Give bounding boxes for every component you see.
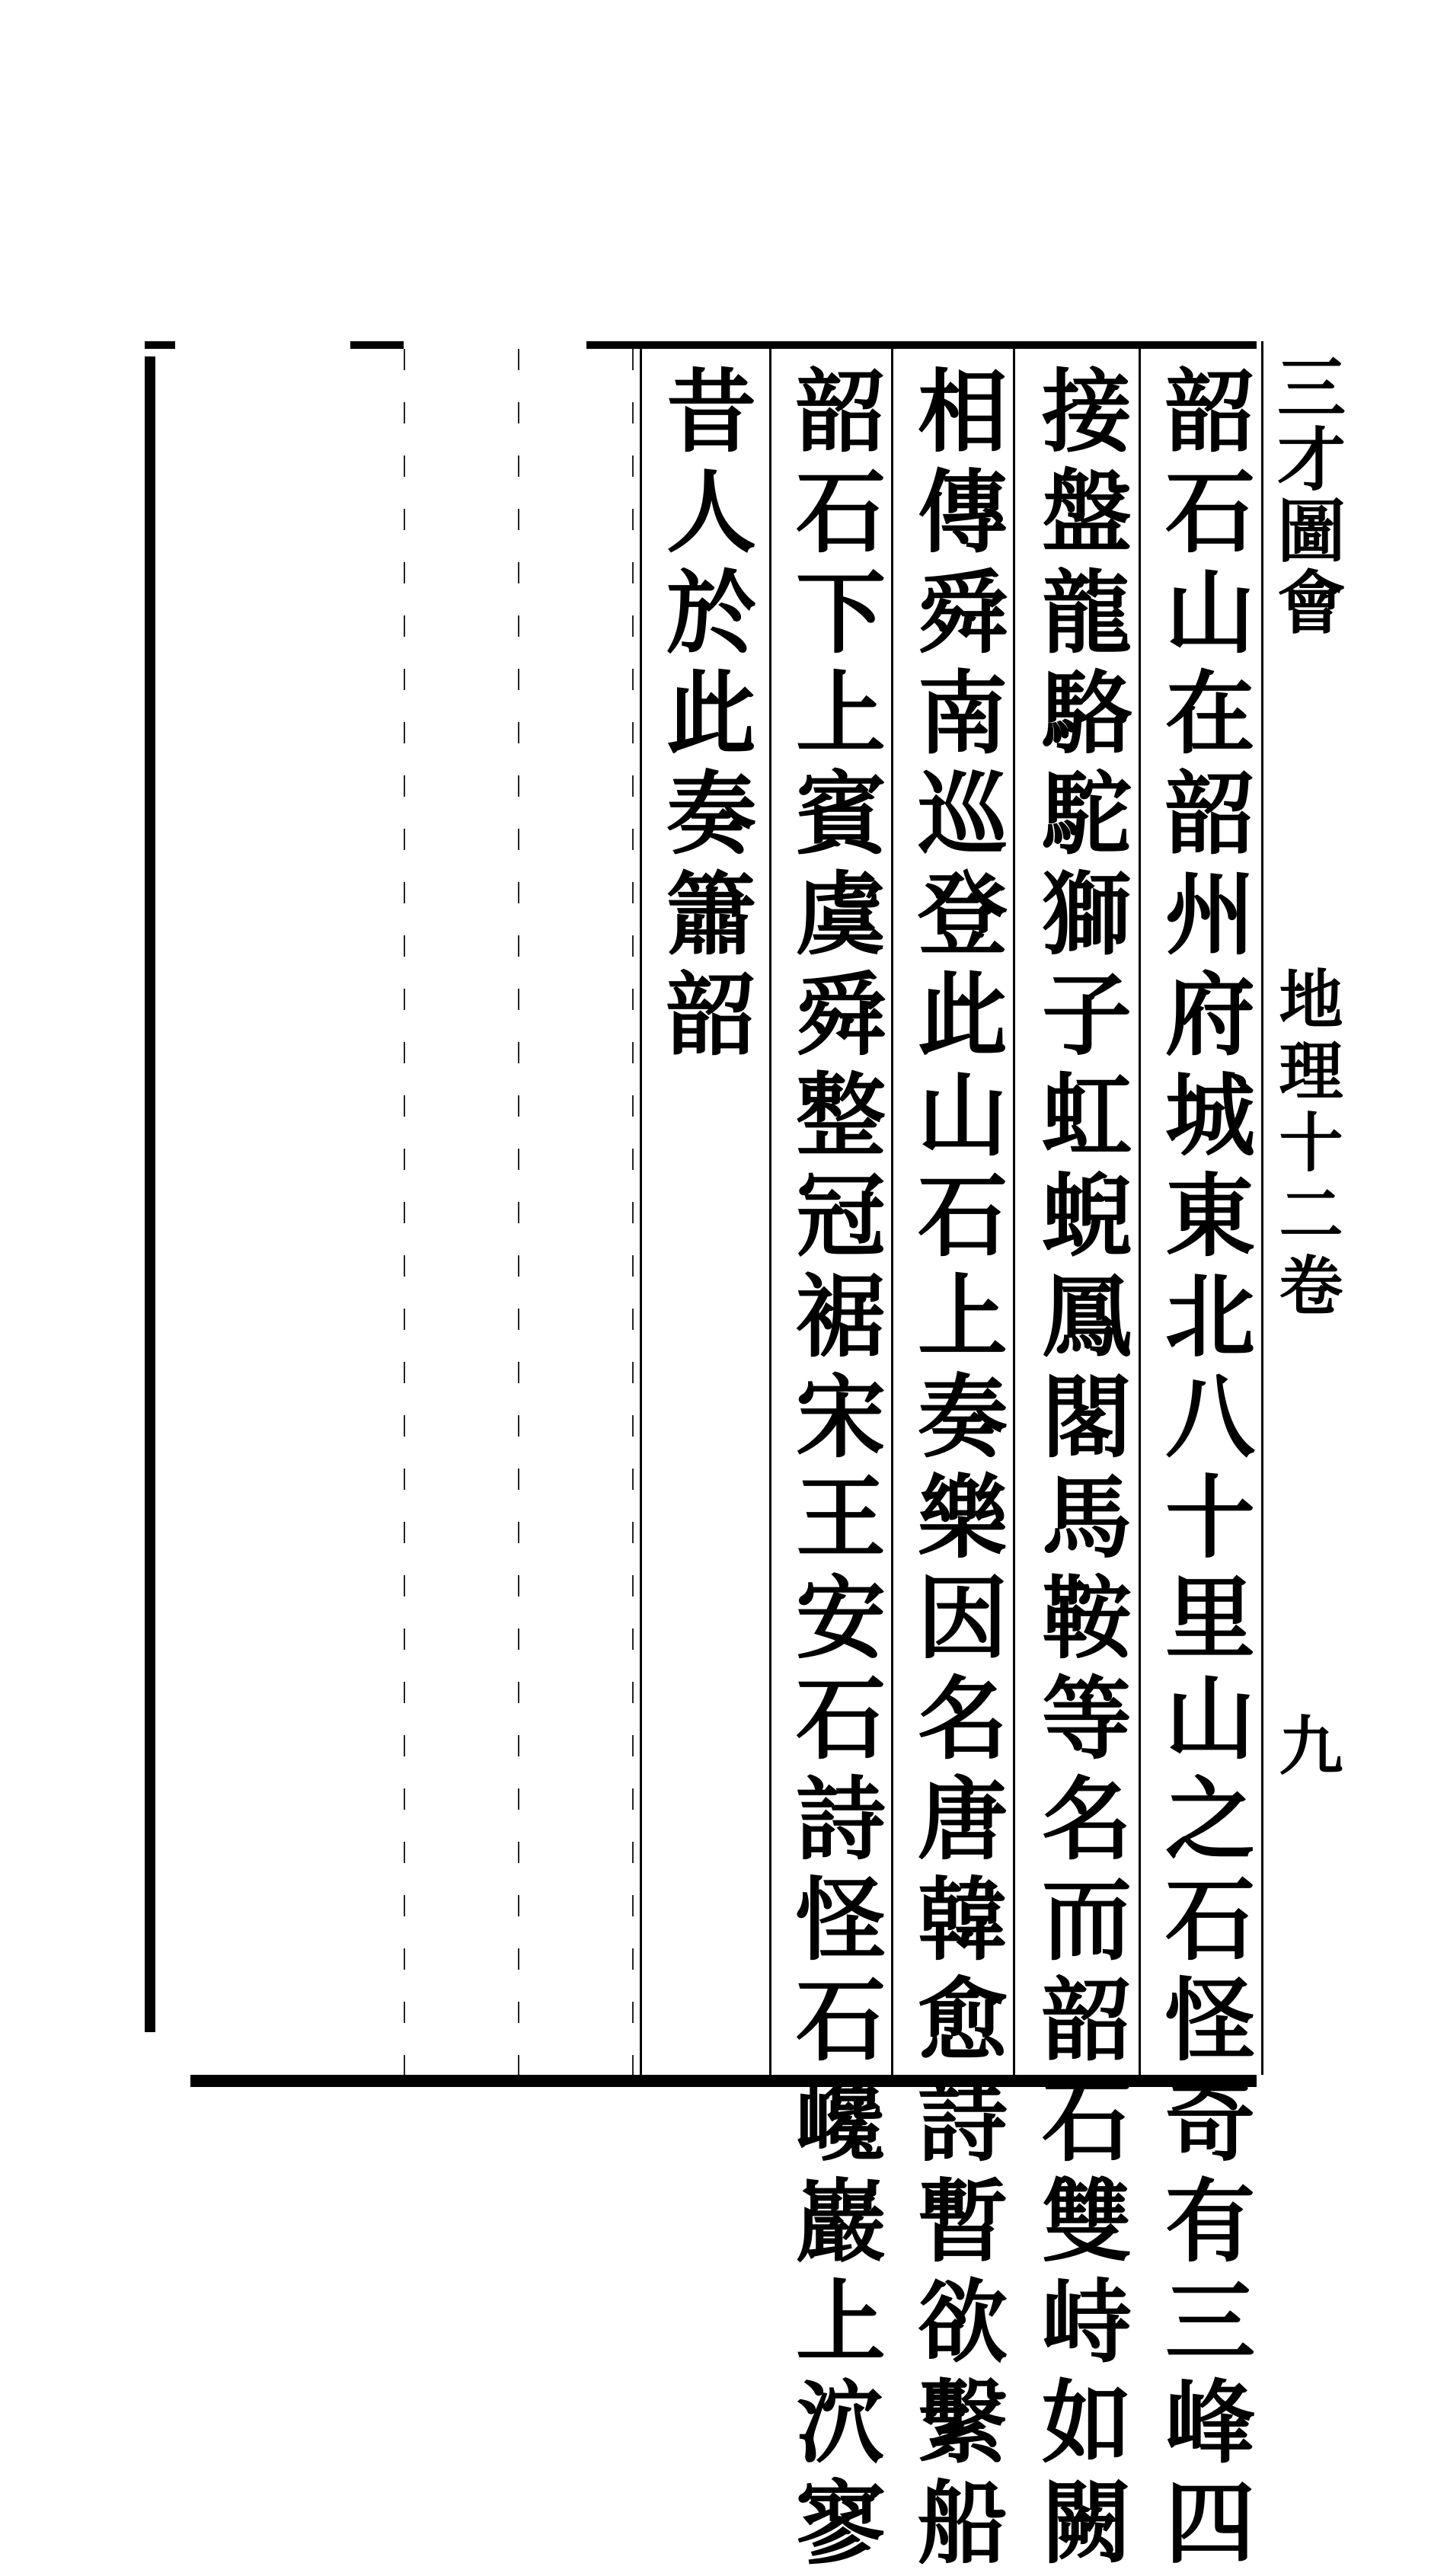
frame-top-border — [145, 341, 1257, 349]
column-rule — [769, 349, 771, 2075]
text-column-3: 相傳舜南巡登此山石上奏樂因名唐韓愈詩暫欲繫船 — [902, 364, 1008, 2576]
printed-page — [145, 341, 1346, 2576]
text-column-1: 韶石山在韶州府城東北八十里山之石怪奇有三峰四 — [1150, 364, 1256, 2576]
column-rule — [1139, 349, 1141, 2075]
column-rule — [891, 349, 893, 2075]
blank-column-rule — [632, 349, 634, 2075]
blank-column-rule — [518, 349, 519, 2075]
frame-left-border — [145, 356, 155, 2032]
page-number: 九 — [1269, 1712, 1344, 1776]
text-column-4: 韶石下上賓虞舜整冠裾宋王安石詩怪石巉巖上泬寥 — [781, 364, 886, 2576]
column-rule — [1013, 349, 1015, 2075]
text-column-2: 接盤龍駱駝獅子虹蜺鳳閣馬鞍等名而韶石雙峙如闕 — [1027, 364, 1132, 2576]
column-rule — [640, 349, 642, 2075]
chapter-label: 地理十二卷 — [1269, 966, 1344, 1324]
blank-column-rule — [404, 349, 405, 2075]
book-title: 三才圖會 — [1265, 352, 1346, 638]
page-margin — [1261, 341, 1347, 2075]
text-column-5: 昔人於此奏簫韶 — [651, 364, 757, 1068]
